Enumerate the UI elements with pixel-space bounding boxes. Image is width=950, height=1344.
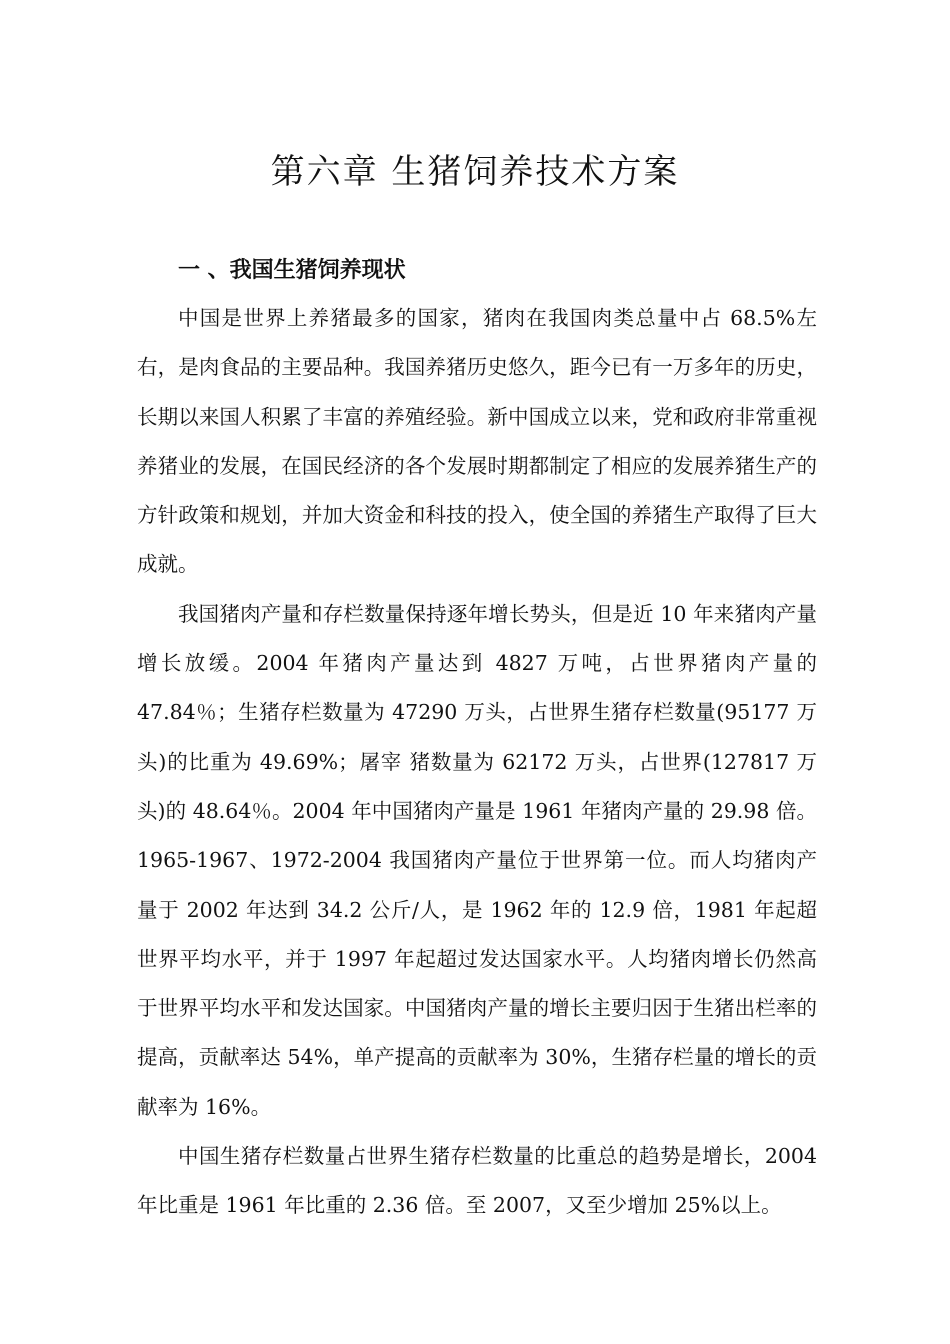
section-heading: 一 、我国生猪饲养现状	[178, 258, 406, 283]
paragraph-1: 中国是世界上养猪最多的国家，猪肉在我国肉类总量中占 68.5%左右，是肉食品的主要品种。我国养猪历史悠久，距今已有一万多年的历史，长期以来国人积累了丰富的养殖经验。新中国成立以来，党和政府非常重视养猪业的发展，在国民经济的各个发展时期都制定了相应的发展养猪生产的方针政策和规划，并加大资金和科技的投入，使全国的养猪生产取得了巨大成就。	[137, 306, 817, 577]
chapter-title: 第六章 生猪饲养技术方案	[270, 152, 680, 192]
paragraph-3: 中国生猪存栏数量占世界生猪存栏数量的比重总的趋势是增长，2004 年比重是 1961 年比重的 2.36 倍。至 2007，又至少增加 25%以上。	[137, 1144, 817, 1218]
body-text	[137, 294, 817, 1231]
paragraph-2: 我国猪肉产量和存栏数量保持逐年增长势头，但是近 10 年来猪肉产量增长放缓。2004 年猪肉产量达到 4827 万吨，占世界猪肉产量的 47.84％；生猪存栏数量为 47290 万头，占世界生猪存栏数量(95177 万头)的比重为 49.69%；屠宰 猪数量为 62172 万头，占世界(127817 万头)的 48.64％。2004 年中国猪肉产量是 1961 年猪肉产量的 29.98 倍。1965-1967、1972-2004 我国猪肉产量位于世界第一位。而人均猪肉产量于 2002 年达到 34.2 公斤/人，是 1962 年的 12.9 倍，1981 年起超世界平均水平，并于 1997 年起超过发达国家水平。人均猪肉增长仍然高于世界平均水平和发达国家。中国猪肉产量的增长主要归因于生猪出栏率的提高，贡献率达 54%，单产提高的贡献率为 30%，生猪存栏量的增长的贡献率为 16%。	[137, 601, 817, 1119]
